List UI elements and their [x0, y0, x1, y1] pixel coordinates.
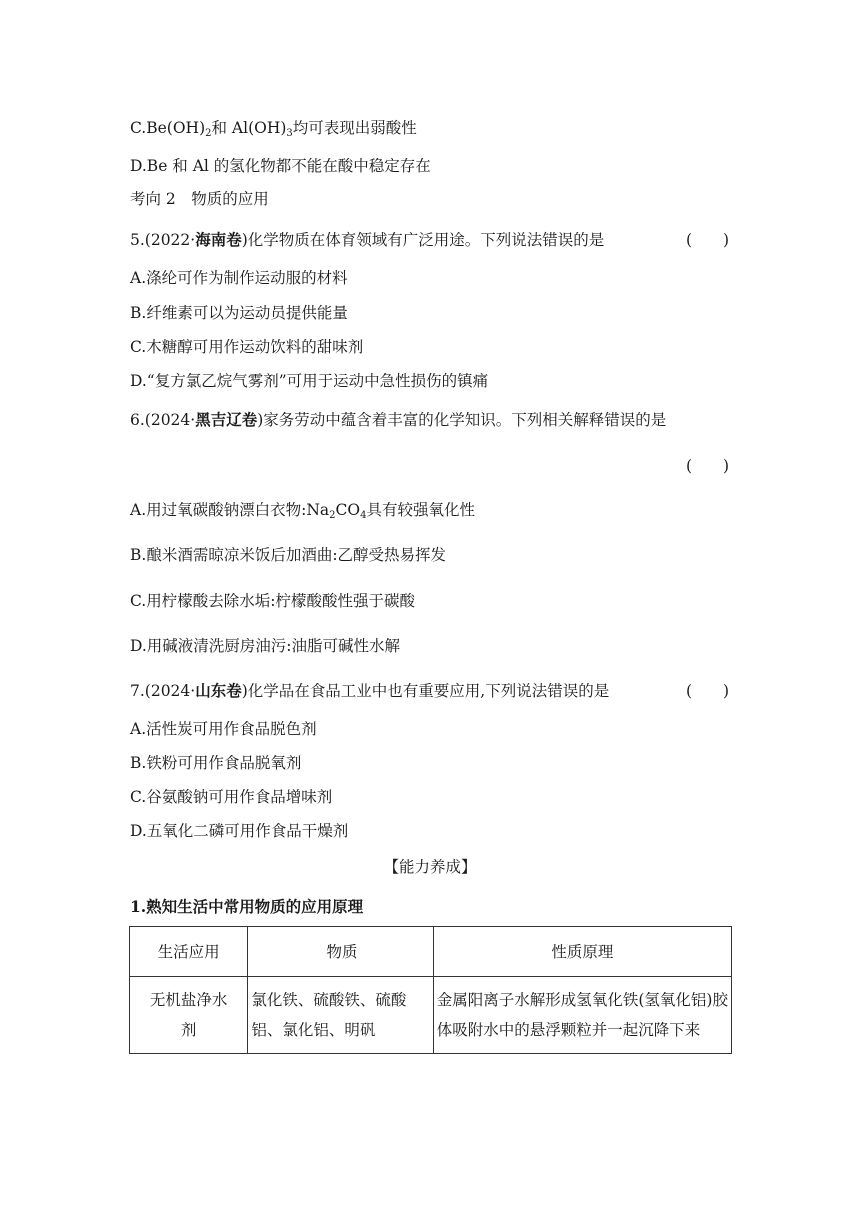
q7-option-a: A.活性炭可用作食品脱色剂	[130, 720, 317, 738]
table-header-row	[130, 927, 732, 977]
header-application: 生活应用	[130, 927, 248, 977]
q6-option-b: B.酿米酒需晾凉米饭后加酒曲:乙醇受热易挥发	[130, 546, 447, 564]
q6-option-d: D.用碱液清洗厨房油污:油脂可碱性水解	[130, 637, 401, 655]
q5-option-a: A.涤纶可作为制作运动服的材料	[130, 269, 348, 287]
header-substance: 物质	[248, 927, 433, 977]
q4-option-d: D.Be 和 Al 的氢化物都不能在酸中稳定存在	[130, 157, 431, 175]
cell-application: 无机盐净水剂	[130, 977, 248, 1054]
ability-heading: 【能力养成】	[383, 858, 477, 876]
q5-option-b: B.纤维素可以为运动员提供能量	[130, 304, 348, 322]
q7-option-d: D.五氧化二磷可用作食品干燥剂	[130, 822, 349, 840]
q7-stem: 7.(2024·山东卷)化学品在食品工业中也有重要应用,下列说法错误的是	[130, 682, 610, 700]
header-principle: 性质原理	[433, 927, 731, 977]
q4-option-c: $C.Be(OH)_2$和 $Al(OH)_3$均可表现出弱酸性	[130, 119, 417, 139]
q6-stem: 6.(2024·黑吉辽卷)家务劳动中蕴含着丰富的化学知识。下列相关解释错误的是	[130, 411, 667, 429]
q6-source: 黑吉辽卷	[195, 411, 258, 429]
q6-option-a: A.用过氧碳酸钠漂白衣物$:Na_2CO_4$具有较强氧化性	[130, 501, 475, 521]
table-row	[130, 977, 732, 1054]
cell-principle: 金属阳离子水解形成氢氧化铁(氢氧化铝)胶体吸附水中的悬浮颗粒并一起沉降下来	[433, 977, 731, 1054]
q5-answer-paren: ( )	[686, 231, 730, 249]
q6-answer-paren: ( )	[686, 457, 730, 475]
q6-option-c: C.用柠檬酸去除水垢:柠檬酸酸性强于碳酸	[130, 592, 415, 610]
q5-option-d: D.“复方氯乙烷气雾剂”可用于运动中急性损伤的镇痛	[130, 372, 489, 390]
q5-option-c: C.木糖醇可用作运动饮料的甜味剂	[130, 338, 364, 356]
q7-source: 山东卷	[195, 682, 242, 700]
q7-option-b: B.铁粉可用作食品脱氧剂	[130, 754, 302, 772]
application-table	[129, 926, 732, 1054]
q7-option-c: C.谷氨酸钠可用作食品增味剂	[130, 788, 333, 806]
section-heading: 考向 2 物质的应用	[130, 190, 269, 208]
q5-source: 海南卷	[195, 231, 242, 249]
q7-answer-paren: ( )	[686, 682, 730, 700]
cell-substances: 氯化铁、硫酸铁、硫酸铝、氯化铝、明矾	[248, 977, 433, 1054]
table-title: 1.熟知生活中常用物质的应用原理	[130, 897, 364, 916]
q5-stem: 5.(2022·海南卷)化学物质在体育领域有广泛用途。下列说法错误的是	[130, 231, 605, 249]
